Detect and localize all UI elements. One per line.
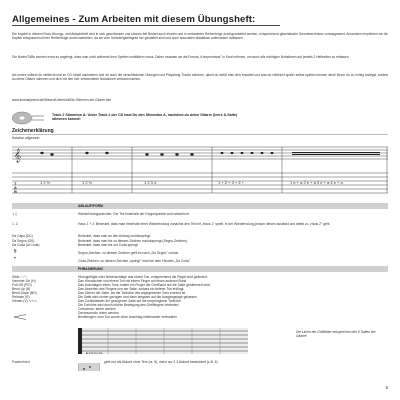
svg-text:1 e + a 2 e + a 3 e + a 4 e +: 1 e + a 2 e + a 3 e + a 4 e + a [290,180,343,185]
ablauf-text-2: Haus 1 + 2: Bedeutet, dass man innerhalb einer Wiederholung zunächst den Teil mit „Haus 1" spielt, in der Wiederholung jedoch diesen auslässt und direkt zu „Haus 2" geht. [78,222,331,226]
svg-text:𝄞: 𝄞 [14,148,22,162]
phrasing-label: Bend Down (BD) [12,291,37,296]
svg-text:1 2 ½: 1 2 ½ [40,180,51,185]
ablauf-label-5: Da Coda (al Coda) [12,243,40,247]
notation-heading: Zeichenerklärung [12,128,54,134]
ablauf-text-3: Bedeutet, dass man an den Anfang zurückspringt. [78,234,151,238]
ablauf-label-2: 1. 2. [12,222,19,226]
phrasing-line: Die Tonhöhe wird durch leichte Bewegung des Greiffingers verändert. [78,303,180,308]
phrasierung-band [12,266,388,272]
segno-icon: 𝄋 [14,249,17,255]
ablauf-text-5: Bedeutet, dass man bis zur Coda springt. [78,243,139,247]
phrasing-label: Slide ⟋ / ⟍ [12,275,28,279]
page-title: Allgemeines - Zum Arbeiten mit diesem Übungsheft: [12,14,256,25]
tuning-link[interactable]: www.tunesatyneed.de/Wissen/Unterricht/Die-Stimmen-der-Gitarre.htm [12,98,112,102]
phrasing-line: Hinzugefügte oder Nebenschläge aus einem Ton, entsprechend die Regel wird geändert. [78,275,208,279]
heading-rule [12,134,388,135]
dynamics-icons [12,311,42,329]
phrasing-label: Pull-Off (P/O) [12,283,32,288]
svg-text:T: T [14,181,17,186]
ablauf-text-1: Wiederholungszeichen: Der Teil innerhalb der Doppelpunkte wird wiederholt. [78,212,190,216]
phrasierung-heading: PHRASIERUNG [78,266,104,271]
svg-text:1 + 2 + 3 + 4 +: 1 + 2 + 3 + 4 + [218,180,245,185]
phrasing-line: Die Saite wird vorher gezogen und dann langsam auf die Ausgangslage gelassen. [78,295,198,300]
intro-paragraph-3: Als erstes solltest du vielleicht mal im CD-Inhalt nachsehen und dir auch die verschiedenen Übungen und Playalong-Tracks anhören, damit du weißt was dich erwartet und was du vielleicht später selbst spielen können wirst! Bevor du zu richtig loslegst, solltest du deine Gitarre stimmen und dich mit den hier verwendeten Notationen vertraut machen. [12,73,388,82]
svg-text:E A D G H E: E A D G H E [86,351,103,354]
title-underline [12,25,280,26]
page-number: 5 [385,385,388,390]
ablauf-label-4: Da Segno (DS) [12,238,35,243]
phrasing-label: Hammer-On (H) [12,279,36,284]
svg-text:1 2 ½: 1 2 ½ [82,180,93,185]
ablauf-label-1: :| :| [12,212,17,216]
notation-staff [12,143,388,206]
phrasing-line: Das Anschlagen eines Tons, indem ein Finger der Greifhand auf die Saite gehämmert wird. [78,283,211,288]
notation-subheading: Notation allgemein: [12,136,41,140]
ablauf-heading: ABLAUF/FORM [78,203,103,208]
phrasing-line: Das Zurücklassen der gezogenen Saite auf die ursprüngliche Tonhöhe. [78,299,182,304]
phrasing-line: Das Ziehen der Saite, bis die Tonhöhe des angegebenen Tons erreicht ist. [78,291,187,296]
intro-paragraph-2: Die Noten/TABs wurden extra so angelegt, dass man nicht während dem Spielen umblättern muss. Daher mussten wir als Format „Kompromisse" in Kauf nehmen, um auch alle wichtigen Notationen auf jeweils 2 Heftseiten zu erfassen. [12,55,350,59]
phrasing-label: Release (R) [12,295,30,300]
powerchord-label: Powerchord [12,360,30,364]
svg-text:A: A [14,185,17,190]
fretboard-diagram [78,328,248,359]
svg-text:B: B [14,189,17,194]
ablauf-band [12,203,388,209]
powerchord-icon [78,358,100,376]
coda-icon: 𝄌 [14,257,17,263]
phrasing-line: Crescendo: lauter werden [78,307,116,312]
phrasing-line: Decrescendo: leiser werden [78,311,119,316]
phrasing-line: Bindebogen: zum Ton wurde ohne Anschlag miteinander verbunden [78,315,177,320]
phrasing-line: Das Hinrutschen von einem Ton mit einem Finger auf einen anderen Bund. [78,279,188,284]
phrasing-label: Vibrato (V) ∿∿∿ [12,299,37,304]
ablauf-label-3: Da Capo (DC) [12,234,33,238]
phrasing-line: Das Abziehen des Fingers von der Saite, sodass ein tieferer Ton erklingt. [78,287,185,292]
svg-text:1 2 3 4: 1 2 3 4 [144,180,157,185]
phrasing-text [78,275,378,320]
cd-icon [12,111,42,125]
ablauf-text-7: Coda-Zeichen: zu diesem Zeichen „springt" man bei dem Hinweis „Da Coda". [78,259,191,263]
ablauf-text-4: Bedeutet, dass man bis zu diesem Zeichen zurückspringt (Segno-Zeichen). [78,238,188,243]
phrasing-label: Bend Up (B) [12,287,31,292]
powerchord-text: geht nur als Akkord ohne Terz (nr. 5), meist nur 2-3 Akkord bezeichnet (z.B. 5) [104,360,218,364]
intro-paragraph-1: Die Kapitel in diesem Rock-Übungs- und Aktspielheft sind in sich geschlossen und können bei Bedarf auch einzeln und in veränderter Reihenfolge durchgearbeitet werden, entsprechend gitarristische Grundkenntnisse vorausgesetzt. Ansonsten empfehlen wir die Kapitel entsprechend ihrer Reihenfolge durchzuarbeiten, da sie vom Schwierigkeitsgrad her gestaffelt sind und auch ansonsten didaktisch aufeinander aufbauen. [12,32,388,41]
phrasing-labels [12,275,72,303]
track-note: Track 2 Stimmton A: Unter Track 2 der CD hast Du den Stimmton A, nachdem du deine Gitarre (leere A-Saite) stimmen kannst! [52,113,238,122]
fretboard-caption: Die Linien der Griffbilder entsprechen den 6 Saiten der Gitarre! [296,330,376,338]
ablauf-text-6: Segno-Zeichen: zu diesem Zeichen geht es nach „Da Segno" zurück. [78,251,180,255]
